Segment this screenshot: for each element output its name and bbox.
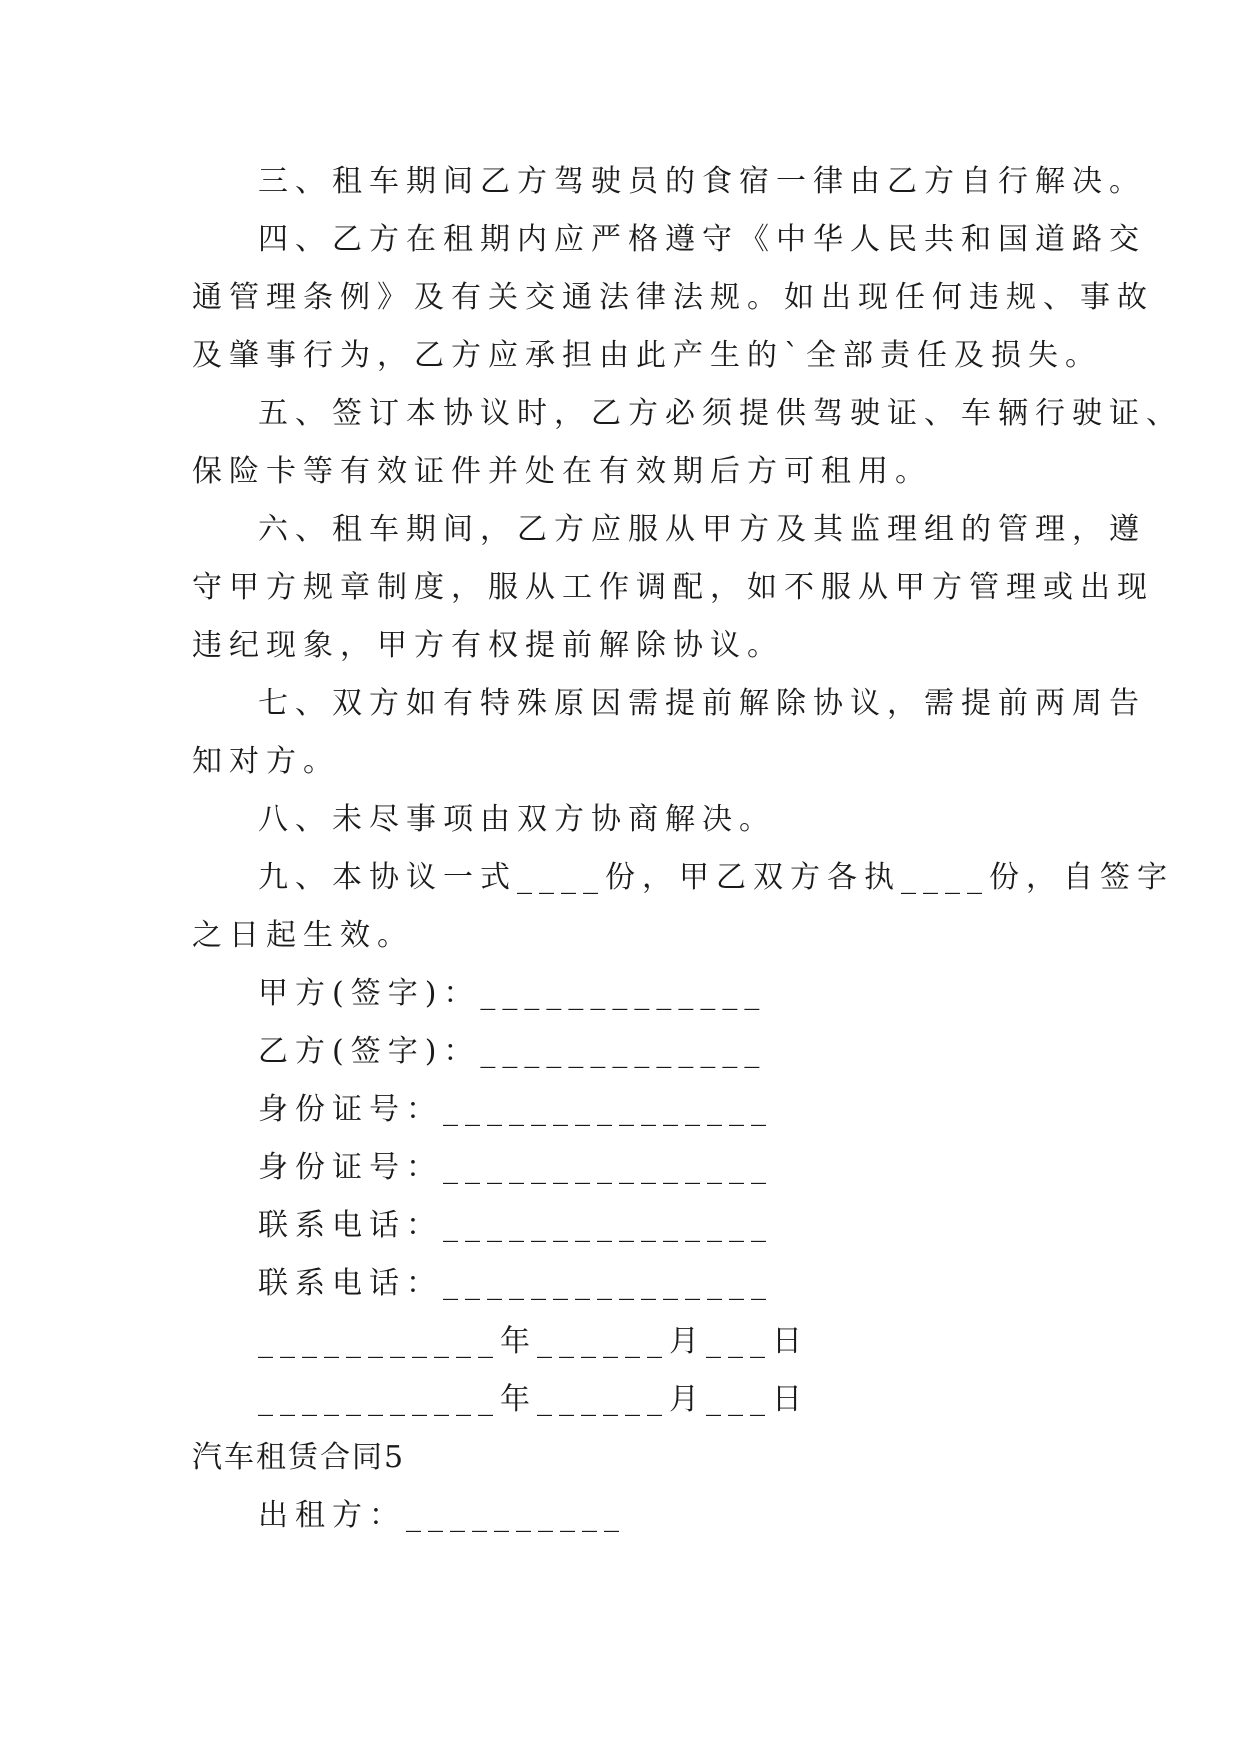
clause-4-line-3: 及肇事行为，乙方应承担由此产生的`全部责任及损失。 <box>192 338 1102 373</box>
party-b-signature-line: 乙方(签字)：_____________ <box>258 1034 767 1069</box>
clause-3-line-1: 三、租车期间乙方驾驶员的食宿一律由乙方自行解决。 <box>258 164 1146 199</box>
id-number-line-b: 身份证号：_______________ <box>258 1150 773 1185</box>
date-line-b: ___________年______月___日 <box>258 1382 809 1417</box>
phone-line-b: 联系电话：_______________ <box>258 1266 773 1301</box>
clause-9-line-2: 之日起生效。 <box>192 918 414 953</box>
contract-title: 汽车租赁合同5 <box>192 1440 406 1475</box>
clause-4-line-1: 四、乙方在租期内应严格遵守《中华人民共和国道路交 <box>258 222 1146 257</box>
clause-7-line-2: 知对方。 <box>192 744 340 779</box>
clause-8-line-1: 八、未尽事项由双方协商解决。 <box>258 802 776 837</box>
clause-6-line-3: 违纪现象，甲方有权提前解除协议。 <box>192 628 784 663</box>
id-number-line-a: 身份证号：_______________ <box>258 1092 773 1127</box>
clause-7-line-1: 七、双方如有特殊原因需提前解除协议，需提前两周告 <box>258 686 1146 721</box>
document-page <box>192 153 1183 1545</box>
clause-4-line-2: 通管理条例》及有关交通法律法规。如出现任何违规、事故 <box>192 280 1154 315</box>
clause-5-line-1: 五、签订本协议时，乙方必须提供驾驶证、车辆行驶证、 <box>258 396 1183 431</box>
clause-9-line-1: 九、本协议一式____份，甲乙双方各执____份，自签字 <box>258 860 1174 895</box>
lessor-line: 出租方：__________ <box>258 1498 626 1533</box>
date-line-a: ___________年______月___日 <box>258 1324 809 1359</box>
party-a-signature-line: 甲方(签字)：_____________ <box>258 976 767 1011</box>
clause-5-line-2: 保险卡等有效证件并处在有效期后方可租用。 <box>192 454 932 489</box>
clause-6-line-1: 六、租车期间，乙方应服从甲方及其监理组的管理，遵 <box>258 512 1146 547</box>
clause-6-line-2: 守甲方规章制度，服从工作调配，如不服从甲方管理或出现 <box>192 570 1154 605</box>
phone-line-a: 联系电话：_______________ <box>258 1208 773 1243</box>
